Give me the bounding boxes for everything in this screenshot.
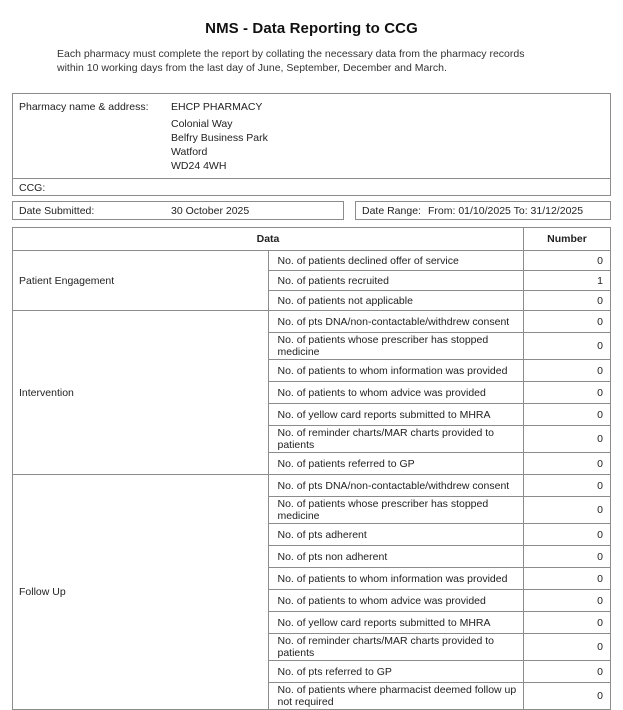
row-label-cell: No. of pts DNA/non-contactable/withdrew consent: [268, 311, 524, 333]
row-value-cell[interactable]: 0: [524, 497, 611, 524]
row-label-cell: No. of reminder charts/MAR charts provided to patients: [268, 426, 524, 453]
table-row: [13, 475, 611, 497]
table-header-row: [13, 228, 611, 251]
row-label-cell: No. of patients to whom information was provided: [268, 568, 524, 590]
row-value-cell[interactable]: 0: [524, 382, 611, 404]
row-value-cell[interactable]: 0: [524, 683, 611, 710]
page-subtitle: [0, 38, 623, 75]
date-submitted-label: Date Submitted:: [19, 204, 95, 217]
ccg-label: CCG:: [19, 182, 46, 194]
row-value-cell[interactable]: 0: [524, 453, 611, 475]
date-submitted-value: 30 October 2025: [171, 204, 250, 217]
category-cell: Follow Up: [13, 475, 269, 710]
address-line-2: Belfry Business Park: [171, 132, 268, 144]
pharmacy-name: EHCP PHARMACY: [171, 101, 263, 113]
report-table-body: [13, 251, 611, 710]
row-value-cell[interactable]: 0: [524, 661, 611, 683]
category-cell: Patient Engagement: [13, 251, 269, 311]
row-value-cell[interactable]: 0: [524, 404, 611, 426]
row-value-cell[interactable]: 0: [524, 546, 611, 568]
row-value-cell[interactable]: 0: [524, 251, 611, 271]
table-row: [13, 251, 611, 271]
row-value-cell[interactable]: 0: [524, 568, 611, 590]
date-range-value: From: 01/10/2025 To: 31/12/2025: [428, 204, 584, 217]
row-label-cell: No. of patients declined offer of service: [268, 251, 524, 271]
subtitle-line-1: Each pharmacy must complete the report by collating the necessary data from the pharmacy records: [57, 48, 525, 60]
table-row: [13, 311, 611, 333]
pharmacy-address-value: [171, 100, 268, 173]
row-label-cell: No. of yellow card reports submitted to MHRA: [268, 404, 524, 426]
row-label-cell: No. of patients not applicable: [268, 291, 524, 311]
row-value-cell[interactable]: 0: [524, 311, 611, 333]
report-table-wrapper: [12, 227, 611, 710]
subtitle-line-2: within 10 working days from the last day of June, September, December and March.: [57, 61, 447, 74]
ccg-row: [13, 178, 610, 196]
row-label-cell: No. of patients referred to GP: [268, 453, 524, 475]
address-line-3: Watford: [171, 146, 208, 158]
row-value-cell[interactable]: 0: [524, 360, 611, 382]
row-value-cell[interactable]: 1: [524, 271, 611, 291]
date-range-box: [355, 201, 611, 220]
row-label-cell: No. of pts adherent: [268, 524, 524, 546]
row-label-cell: No. of patients recruited: [268, 271, 524, 291]
column-header-number: Number: [524, 228, 611, 251]
row-value-cell[interactable]: 0: [524, 524, 611, 546]
row-label-cell: No. of pts referred to GP: [268, 661, 524, 683]
row-label-cell: No. of patients to whom advice was provided: [268, 382, 524, 404]
page-title: NMS - Data Reporting to CCG: [205, 20, 418, 37]
row-label-cell: No. of patients where pharmacist deemed follow up not required: [268, 683, 524, 710]
row-value-cell[interactable]: 0: [524, 291, 611, 311]
row-label-cell: No. of yellow card reports submitted to MHRA: [268, 612, 524, 634]
row-label-cell: No. of patients to whom advice was provided: [268, 590, 524, 612]
row-value-cell[interactable]: 0: [524, 612, 611, 634]
pharmacy-address-row: [13, 94, 610, 178]
row-label-cell: No. of patients whose prescriber has stopped medicine: [268, 497, 524, 524]
row-value-cell[interactable]: 0: [524, 634, 611, 661]
report-table-head: [13, 228, 611, 251]
row-label-cell: No. of reminder charts/MAR charts provided to patients: [268, 634, 524, 661]
pharmacy-info-block: [12, 93, 611, 196]
column-header-data: Data: [13, 228, 524, 251]
date-row: [12, 201, 611, 220]
row-value-cell[interactable]: 0: [524, 475, 611, 497]
address-line-1: Colonial Way: [171, 118, 233, 130]
report-table: [12, 227, 611, 710]
date-submitted-box: [12, 201, 344, 220]
row-label-cell: No. of patients whose prescriber has stopped medicine: [268, 333, 524, 360]
row-label-cell: No. of pts non adherent: [268, 546, 524, 568]
address-postcode: WD24 4WH: [171, 160, 227, 172]
row-value-cell[interactable]: 0: [524, 590, 611, 612]
row-value-cell[interactable]: 0: [524, 333, 611, 360]
pharmacy-name-address-label: Pharmacy name & address:: [19, 101, 149, 113]
date-range-label: Date Range:: [362, 204, 421, 217]
row-label-cell: No. of pts DNA/non-contactable/withdrew consent: [268, 475, 524, 497]
pharmacy-address-box: [12, 93, 611, 196]
category-cell: Intervention: [13, 311, 269, 475]
row-value-cell[interactable]: 0: [524, 426, 611, 453]
row-label-cell: No. of patients to whom information was provided: [268, 360, 524, 382]
